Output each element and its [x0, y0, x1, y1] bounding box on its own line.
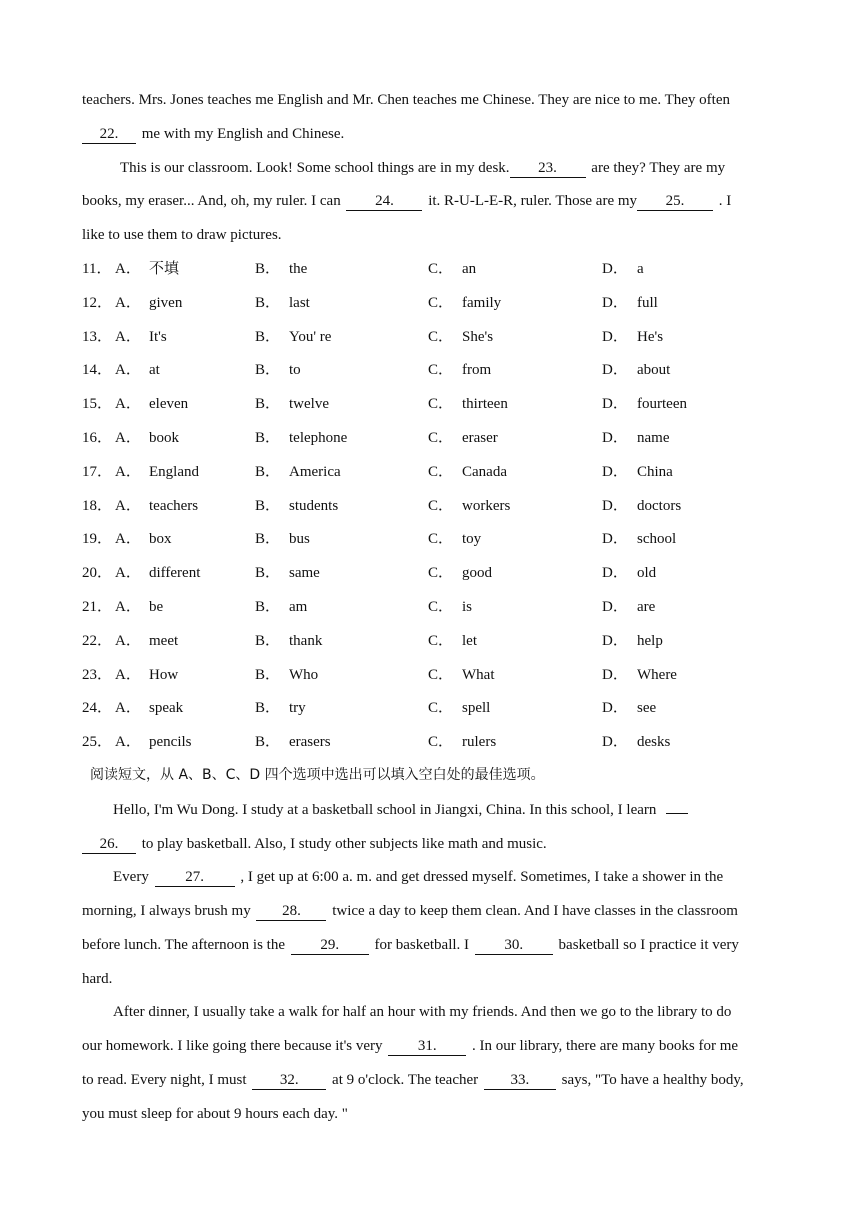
passage-text: hard.: [82, 971, 113, 987]
option-letter-a: A．: [115, 464, 141, 480]
option-letter-d: D．: [602, 700, 628, 716]
option-b: You' re: [289, 329, 332, 345]
question-number: 16．: [82, 430, 113, 446]
option-letter-c: C．: [428, 700, 454, 716]
option-letter-d: D．: [602, 362, 628, 378]
option-letter-d: D．: [602, 734, 628, 750]
passage-text: our homework. I like going there because it's very: [82, 1038, 383, 1054]
question-number: 17．: [82, 464, 113, 480]
option-c: She's: [462, 329, 494, 345]
option-a: teachers: [149, 498, 199, 514]
option-letter-a: A．: [115, 565, 141, 581]
option-d: old: [637, 565, 657, 581]
option-d: help: [637, 633, 663, 649]
option-d: school: [637, 531, 677, 547]
passage-text: Every: [113, 869, 149, 885]
option-letter-b: B．: [255, 362, 281, 378]
option-c: let: [462, 633, 477, 649]
question-number: 19．: [82, 531, 113, 547]
option-letter-d: D．: [602, 531, 628, 547]
option-b: thank: [289, 633, 323, 649]
option-letter-c: C．: [428, 396, 454, 412]
option-a: speak: [149, 700, 184, 716]
option-letter-b: B．: [255, 734, 281, 750]
option-letter-d: D．: [602, 464, 628, 480]
option-letter-b: B．: [255, 396, 281, 412]
option-d: desks: [637, 734, 671, 750]
option-row: [0, 394, 860, 414]
option-b: students: [289, 498, 339, 514]
blank-22: 22.: [82, 126, 136, 144]
option-letter-d: D．: [602, 329, 628, 345]
blank-24: 24.: [346, 193, 422, 211]
option-d: fourteen: [637, 396, 687, 412]
question-number: 18．: [82, 498, 113, 514]
option-a: eleven: [149, 396, 189, 412]
passage-text: you must sleep for about 9 hours each day. ": [82, 1106, 348, 1122]
option-row: [0, 259, 860, 279]
option-d: a: [637, 261, 644, 277]
option-c: Canada: [462, 464, 507, 480]
option-c: workers: [462, 498, 511, 514]
question-number: 23．: [82, 667, 113, 683]
option-a: given: [149, 295, 183, 311]
option-b: am: [289, 599, 308, 615]
passage-line: [82, 834, 547, 854]
passage-line: [82, 124, 344, 144]
option-b: same: [289, 565, 320, 581]
option-letter-b: B．: [255, 667, 281, 683]
option-letter-c: C．: [428, 531, 454, 547]
option-d: Where: [637, 667, 677, 683]
option-c: thirteen: [462, 396, 508, 412]
option-letter-a: A．: [115, 633, 141, 649]
option-letter-a: A．: [115, 261, 141, 277]
option-letter-a: A．: [115, 667, 141, 683]
option-d: are: [637, 599, 656, 615]
option-d: China: [637, 464, 673, 480]
option-letter-c: C．: [428, 667, 454, 683]
option-letter-b: B．: [255, 599, 281, 615]
option-letter-d: D．: [602, 498, 628, 514]
option-letter-d: D．: [602, 261, 628, 277]
option-c: family: [462, 295, 502, 311]
passage-text: before lunch. The afternoon is the: [82, 937, 285, 953]
option-letter-b: B．: [255, 464, 281, 480]
option-b: last: [289, 295, 310, 311]
blank-31: 31.: [388, 1038, 466, 1056]
option-letter-b: B．: [255, 700, 281, 716]
passage-text: to read. Every night, I must: [82, 1072, 247, 1088]
passage-line: [82, 935, 739, 955]
passage-text: twice a day to keep them clean. And I have classes in the classroom: [332, 903, 738, 919]
option-c: spell: [462, 700, 491, 716]
option-letter-c: C．: [428, 633, 454, 649]
passage-text: Hello, I'm Wu Dong. I study at a basketball school in Jiangxi, China. In this school, I learn: [113, 802, 657, 818]
option-a: How: [149, 667, 179, 683]
passage-line: [82, 225, 282, 245]
passage-line: [113, 867, 723, 887]
option-b: erasers: [289, 734, 331, 750]
instruction-text: 阅读短文，从 A、B、C、D 四个选项中选出可以填入空白处的最佳选项。: [90, 767, 545, 783]
question-number: 11．: [82, 261, 112, 277]
option-b: to: [289, 362, 301, 378]
section-instruction: [90, 765, 545, 785]
option-b: the: [289, 261, 308, 277]
option-letter-a: A．: [115, 700, 141, 716]
option-letter-b: B．: [255, 633, 281, 649]
option-d: doctors: [637, 498, 682, 514]
passage-line: [82, 191, 731, 211]
passage-line: [82, 1036, 738, 1056]
blank-lead: [666, 813, 688, 814]
option-letter-a: A．: [115, 295, 141, 311]
option-letter-d: D．: [602, 565, 628, 581]
option-letter-b: B．: [255, 498, 281, 514]
option-letter-a: A．: [115, 329, 141, 345]
option-letter-c: C．: [428, 498, 454, 514]
passage-line: [82, 90, 730, 110]
passage-text: . In our library, there are many books for me: [472, 1038, 739, 1054]
option-letter-a: A．: [115, 599, 141, 615]
passage-text: . I: [718, 193, 732, 209]
blank-32: 32.: [252, 1072, 326, 1090]
passage-text: basketball so I practice it very: [558, 937, 739, 953]
option-letter-c: C．: [428, 362, 454, 378]
option-a: at: [149, 362, 160, 378]
question-number: 22．: [82, 633, 113, 649]
option-row: [0, 732, 860, 752]
passage-line: [113, 800, 690, 820]
blank-25: 25.: [637, 193, 713, 211]
passage-line: [82, 901, 738, 921]
option-c: is: [462, 599, 473, 615]
passage-text: for basketball. I: [374, 937, 470, 953]
option-letter-a: A．: [115, 734, 141, 750]
question-number: 14．: [82, 362, 113, 378]
option-letter-b: B．: [255, 295, 281, 311]
option-d: He's: [637, 329, 664, 345]
blank-27: 27.: [155, 869, 235, 887]
passage-text: it. R-U-L-E-R, ruler. Those are my: [428, 193, 638, 209]
option-a: England: [149, 464, 199, 480]
option-a: 不填: [149, 261, 180, 277]
option-letter-a: A．: [115, 430, 141, 446]
option-row: [0, 293, 860, 313]
option-d: name: [637, 430, 670, 446]
option-row: [0, 360, 860, 380]
passage-text: me with my English and Chinese.: [141, 126, 345, 142]
question-number: 13．: [82, 329, 113, 345]
option-letter-b: B．: [255, 261, 281, 277]
option-letter-a: A．: [115, 362, 141, 378]
option-letter-b: B．: [255, 565, 281, 581]
option-letter-c: C．: [428, 599, 454, 615]
option-letter-c: C．: [428, 261, 454, 277]
option-b: try: [289, 700, 306, 716]
option-c: rulers: [462, 734, 497, 750]
option-letter-d: D．: [602, 396, 628, 412]
option-letter-a: A．: [115, 396, 141, 412]
option-row: [0, 631, 860, 651]
question-number: 15．: [82, 396, 113, 412]
option-b: twelve: [289, 396, 329, 412]
option-letter-c: C．: [428, 565, 454, 581]
passage-line: [120, 158, 725, 178]
option-row: [0, 665, 860, 685]
blank-33: 33.: [484, 1072, 556, 1090]
option-letter-b: B．: [255, 531, 281, 547]
option-c: What: [462, 667, 495, 683]
passage-text: at 9 o'clock. The teacher: [332, 1072, 479, 1088]
option-c: good: [462, 565, 492, 581]
blank-29: 29.: [291, 937, 369, 955]
option-c: from: [462, 362, 492, 378]
option-row: [0, 597, 860, 617]
option-c: toy: [462, 531, 482, 547]
option-letter-c: C．: [428, 329, 454, 345]
option-a: pencils: [149, 734, 192, 750]
passage-text: , I get up at 6:00 a. m. and get dressed myself. Sometimes, I take a shower in the: [240, 869, 724, 885]
option-d: see: [637, 700, 657, 716]
option-letter-c: C．: [428, 430, 454, 446]
option-a: book: [149, 430, 179, 446]
option-b: bus: [289, 531, 310, 547]
blank-23: 23.: [510, 160, 586, 178]
passage-text: are they? They are my: [591, 160, 726, 176]
option-letter-b: B．: [255, 329, 281, 345]
blank-26: 26.: [82, 836, 136, 854]
question-number: 20．: [82, 565, 113, 581]
option-letter-d: D．: [602, 667, 628, 683]
option-d: about: [637, 362, 671, 378]
question-number: 12．: [82, 295, 113, 311]
question-number: 21．: [82, 599, 113, 615]
passage-text: to play basketball. Also, I study other subjects like math and music.: [141, 836, 547, 852]
option-row: [0, 563, 860, 583]
passage-text: books, my eraser... And, oh, my ruler. I can: [82, 193, 341, 209]
passage-text: like to use them to draw pictures.: [82, 227, 282, 243]
option-letter-d: D．: [602, 599, 628, 615]
blank-28: 28.: [256, 903, 326, 921]
option-row: [0, 496, 860, 516]
option-letter-d: D．: [602, 430, 628, 446]
option-row: [0, 428, 860, 448]
passage-line: [82, 1104, 348, 1124]
option-letter-c: C．: [428, 464, 454, 480]
option-b: telephone: [289, 430, 348, 446]
option-row: [0, 327, 860, 347]
option-letter-b: B．: [255, 430, 281, 446]
option-letter-d: D．: [602, 295, 628, 311]
passage-text: says, "To have a healthy body,: [561, 1072, 744, 1088]
passage-text: This is our classroom. Look! Some school things are in my desk.: [120, 160, 510, 176]
option-b: America: [289, 464, 341, 480]
option-c: an: [462, 261, 477, 277]
option-a: meet: [149, 633, 179, 649]
passage-line: [113, 1002, 731, 1022]
question-number: 25．: [82, 734, 113, 750]
option-c: eraser: [462, 430, 498, 446]
option-row: [0, 529, 860, 549]
option-letter-c: C．: [428, 295, 454, 311]
option-a: It's: [149, 329, 167, 345]
option-a: be: [149, 599, 164, 615]
passage-line: [82, 1070, 744, 1090]
option-a: box: [149, 531, 172, 547]
passage-text: teachers. Mrs. Jones teaches me English and Mr. Chen teaches me Chinese. They are nice to me. They often: [82, 92, 730, 108]
option-d: full: [637, 295, 658, 311]
passage-line: [82, 969, 112, 989]
option-a: different: [149, 565, 201, 581]
option-letter-a: A．: [115, 531, 141, 547]
question-number: 24．: [82, 700, 113, 716]
blank-30: 30.: [475, 937, 553, 955]
option-letter-d: D．: [602, 633, 628, 649]
option-b: Who: [289, 667, 319, 683]
passage-text: After dinner, I usually take a walk for half an hour with my friends. And then we go to the library to do: [113, 1004, 732, 1020]
passage-text: morning, I always brush my: [82, 903, 251, 919]
option-letter-a: A．: [115, 498, 141, 514]
option-row: [0, 698, 860, 718]
option-letter-c: C．: [428, 734, 454, 750]
option-row: [0, 462, 860, 482]
